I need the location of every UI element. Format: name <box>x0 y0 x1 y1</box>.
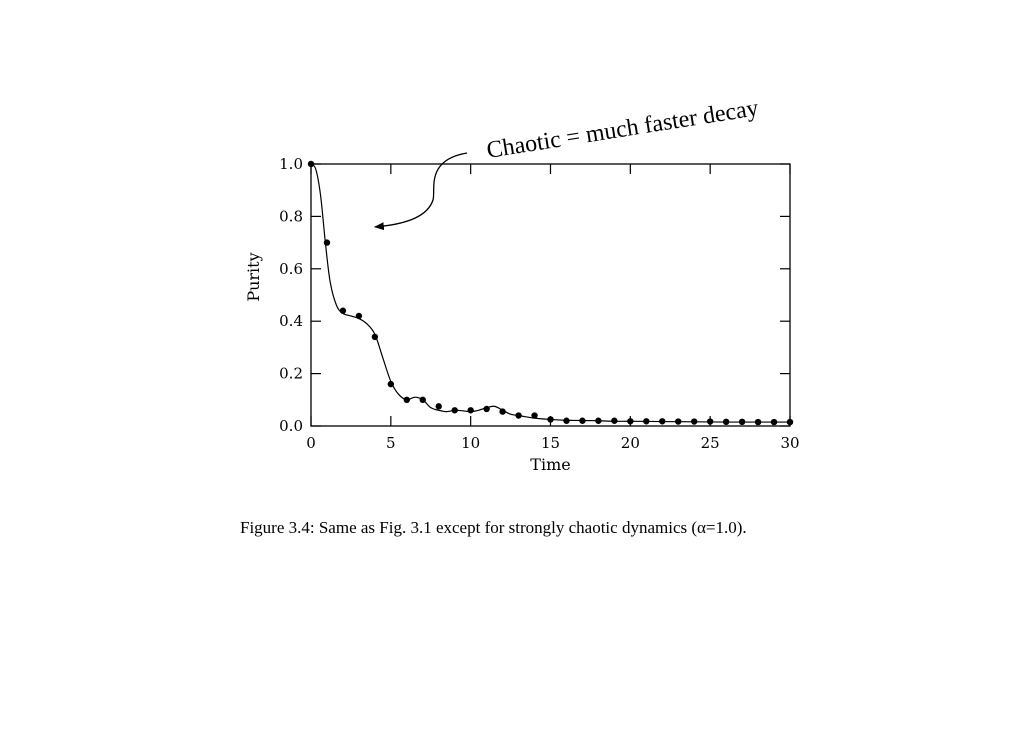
data-point <box>499 408 505 414</box>
data-point <box>404 397 410 403</box>
annotation-text: Chaotic = much faster decay <box>484 95 761 164</box>
data-point <box>723 419 729 425</box>
data-point <box>771 419 777 425</box>
y-axis-label: Purity <box>244 252 263 302</box>
data-point <box>659 418 665 424</box>
y-tick-label: 0.2 <box>279 364 303 383</box>
data-point <box>308 161 314 167</box>
y-tick-label: 1.0 <box>279 155 303 173</box>
x-tick-label: 25 <box>700 434 720 452</box>
purity-curve <box>311 164 790 422</box>
data-point <box>388 381 394 387</box>
figure-caption: Figure 3.4: Same as Fig. 3.1 except for strongly chaotic dynamics (α=1.0). <box>240 518 747 537</box>
data-point <box>595 418 601 424</box>
data-point <box>579 418 585 424</box>
data-point <box>691 418 697 424</box>
axis-ticks <box>311 164 790 426</box>
data-point <box>483 406 489 412</box>
x-tick-label: 15 <box>540 434 561 452</box>
data-point <box>436 403 442 409</box>
x-axis-label: Time <box>530 455 571 474</box>
data-point <box>707 418 713 424</box>
y-tick-label: 0.8 <box>279 207 303 226</box>
data-point <box>452 407 458 413</box>
data-point <box>340 308 346 314</box>
data-point <box>356 313 362 319</box>
data-point <box>467 407 473 413</box>
data-point <box>563 418 569 424</box>
data-point <box>755 419 761 425</box>
x-tick-label: 5 <box>386 434 396 452</box>
y-tick-label: 0.4 <box>279 312 303 331</box>
data-point <box>420 397 426 403</box>
axis-tick-labels <box>279 155 799 452</box>
data-point <box>675 418 681 424</box>
data-point <box>324 239 330 245</box>
x-tick-label: 20 <box>620 434 640 452</box>
y-tick-label: 0.6 <box>279 259 303 278</box>
x-tick-label: 30 <box>780 434 800 452</box>
data-point <box>739 419 745 425</box>
x-tick-label: 10 <box>461 434 481 452</box>
plot-frame <box>311 164 790 426</box>
data-point <box>787 419 793 425</box>
data-point <box>611 418 617 424</box>
data-point <box>531 412 537 418</box>
data-markers <box>308 161 793 425</box>
x-tick-label: 0 <box>306 434 316 452</box>
data-point <box>547 416 553 422</box>
data-point <box>515 412 521 418</box>
y-tick-label: 0.0 <box>279 417 303 435</box>
data-point <box>643 418 649 424</box>
data-point <box>372 334 378 340</box>
data-point <box>627 418 633 424</box>
